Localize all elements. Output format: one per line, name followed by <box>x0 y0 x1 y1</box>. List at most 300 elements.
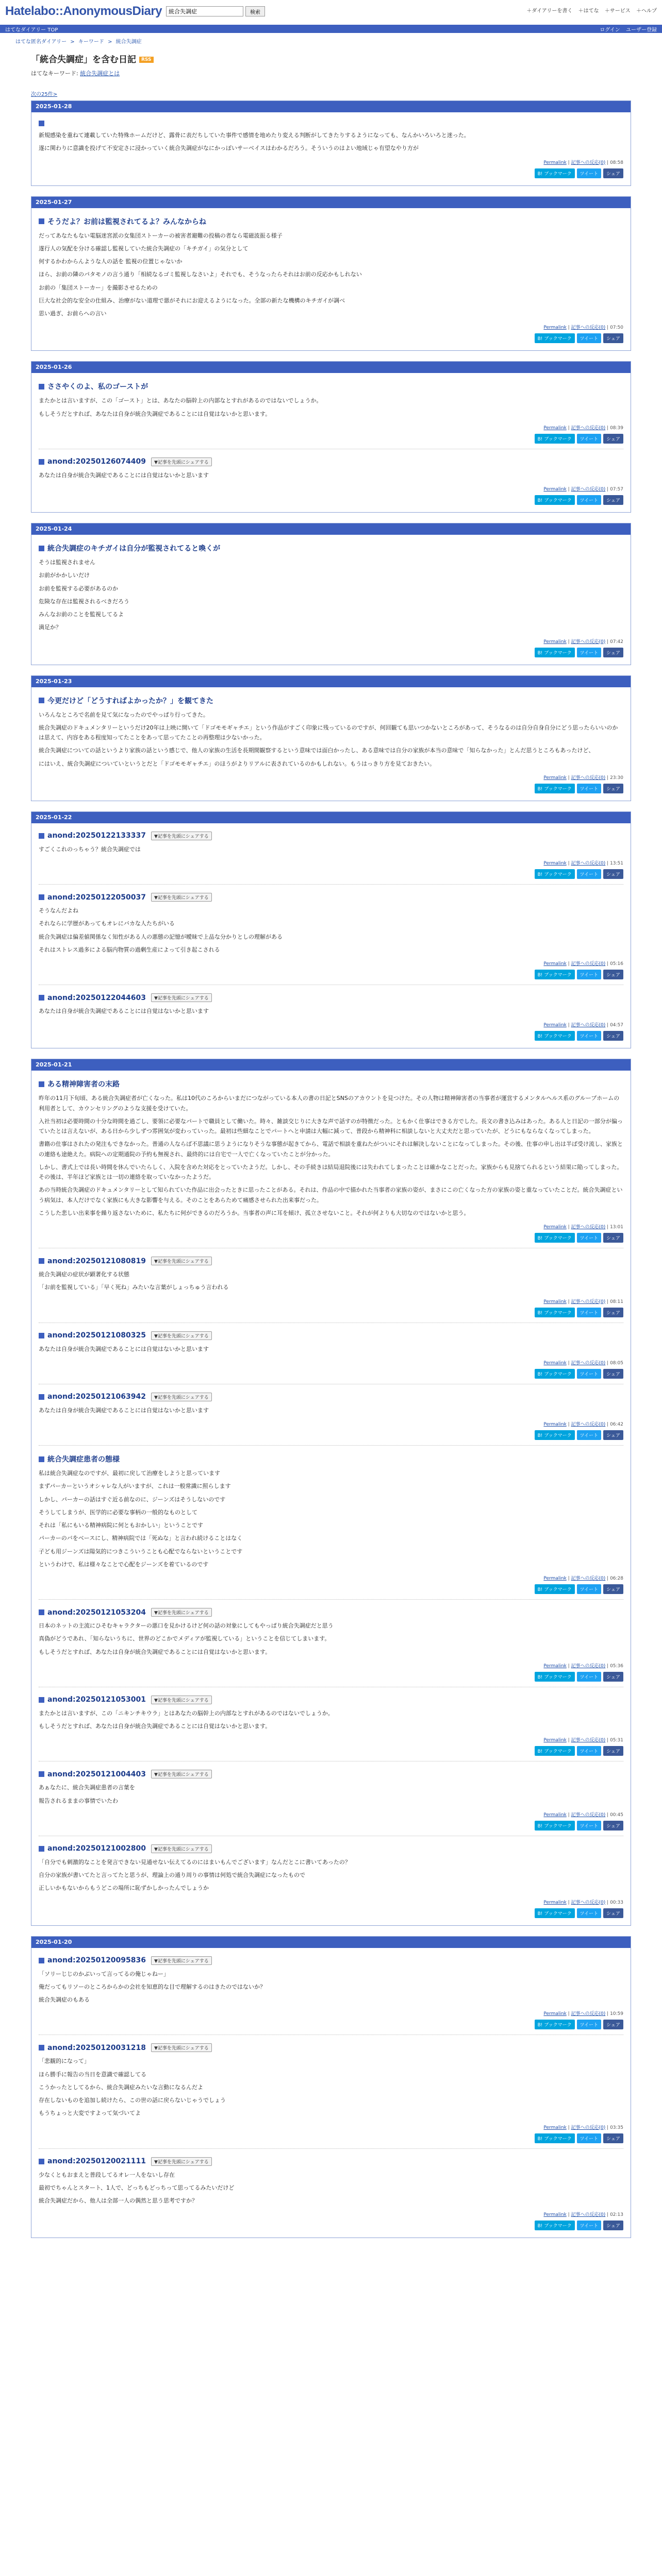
keyword-line <box>31 69 631 77</box>
share-to-top-button[interactable]: ▼記事を先頭にシェアする <box>151 832 212 840</box>
entry-time: 10:59 <box>610 2011 623 2017</box>
permalink-link[interactable]: Permalink <box>543 2011 567 2017</box>
entry-text-line: お前を監視する必要があるのか <box>39 585 118 592</box>
diary-entry <box>39 1384 623 1443</box>
entry-text-line: 「お前を監視している」「早く死ね」みたいな言葉がしょっちゅう言われる <box>39 1284 229 1291</box>
entry-footer: Permalink | 記事への反応(0) | 05:31 <box>543 1738 623 1743</box>
entry-text-line: しかし、パーカーの話はすぐ近る前なのに、ジーンズはそうしないのです <box>39 1496 226 1503</box>
day-body <box>31 373 631 512</box>
tweet-button[interactable]: ツイート <box>577 1746 602 1756</box>
permalink-link[interactable]: Permalink <box>543 861 567 866</box>
entry-bullet-icon <box>39 1958 44 1963</box>
facebook-share-button[interactable]: シェア <box>603 1672 623 1682</box>
entry-title[interactable]: anond:20250121080819 <box>47 1257 146 1265</box>
permalink-link[interactable]: Permalink <box>543 2212 567 2218</box>
tweet-button[interactable]: ツイート <box>577 2221 602 2230</box>
entry-title[interactable]: anond:20250126074409 <box>47 457 146 466</box>
entry-text-line: あぁなたに、統合失調症患者の言葉を <box>39 1784 135 1791</box>
entry-text-line: 存在しないものを追加し続けたら、この世の話に戻らないじゃうでしょう <box>39 2097 226 2104</box>
entry-bullet-icon <box>39 1697 44 1703</box>
permalink-link[interactable]: Permalink <box>543 2125 567 2130</box>
permalink-link[interactable]: Permalink <box>543 1576 567 1581</box>
entry-header <box>39 696 623 706</box>
entry-text-line: だってあなたもない電脳迷宮派の女集団ストーカーの被害者避難の投稿の者なら電磁波振る様子 <box>39 232 283 239</box>
entry-time: 07:57 <box>610 487 623 492</box>
day-date: 2025-01-22 <box>31 812 631 823</box>
trackback-link[interactable]: 記事への反応(0) <box>571 1576 606 1581</box>
entry-bullet-icon <box>39 121 44 126</box>
entry-time: 05:36 <box>610 1663 623 1669</box>
entry-title[interactable]: anond:20250121080325 <box>47 1331 146 1340</box>
trackback-link[interactable]: 記事への反応(0) <box>571 325 606 331</box>
facebook-share-button[interactable]: シェア <box>603 1821 623 1831</box>
entry-text-line: そうなんだよね <box>39 907 78 914</box>
facebook-share-button[interactable]: シェア <box>603 1031 623 1041</box>
facebook-share-button[interactable]: シェア <box>603 2133 623 2143</box>
diary-entry <box>39 690 623 796</box>
hatena-bookmark-button[interactable]: B! ブックマーク <box>535 1369 575 1379</box>
site-logo[interactable]: Hatelabo::AnonymousDiary <box>5 4 162 18</box>
hatena-bookmark-button[interactable]: B! ブックマーク <box>535 2221 575 2230</box>
entry-footer: Permalink | 記事への反応(0) | 13:01 <box>543 1225 623 1230</box>
tweet-button[interactable]: ツイート <box>577 1369 602 1379</box>
tweet-button[interactable]: ツイート <box>577 1584 602 1594</box>
entry-title[interactable]: anond:20250121053204 <box>47 1608 146 1617</box>
entry-footer: Permalink | 記事への反応(0) | 03:35 <box>543 2125 623 2130</box>
diary-entry <box>39 1761 623 1834</box>
diary-entry <box>39 1445 623 1597</box>
breadcrumb <box>0 33 662 49</box>
day-body <box>31 535 631 665</box>
hatena-bookmark-button[interactable]: B! ブックマーク <box>535 1672 575 1682</box>
entry-time: 03:35 <box>610 2125 623 2130</box>
share-buttons <box>39 1430 623 1440</box>
entry-text-line: 新規感染を重ねて連載していた特殊ホームだけど、露骨に表だちしていた事件で感情を地めたり変える判断がしてきたりするようになっても、なんかいろいろと迷った。 <box>39 132 470 139</box>
entry-bullet-icon <box>39 833 44 839</box>
entry-header <box>39 1770 623 1778</box>
facebook-share-button[interactable]: シェア <box>603 2020 623 2029</box>
top-link-help[interactable]: ＋ヘルプ <box>636 8 657 14</box>
day-section <box>31 196 631 351</box>
permalink-link[interactable]: Permalink <box>543 487 567 492</box>
hatena-bookmark-button[interactable]: B! ブックマーク <box>535 784 575 793</box>
entry-text-line: みんなお前のことを監視してるよ <box>39 611 124 618</box>
nav-account-links <box>595 25 657 33</box>
trackback-link[interactable]: 記事への反応(0) <box>571 1422 606 1427</box>
share-to-top-button[interactable]: ▼記事を先頭にシェアする <box>151 457 212 466</box>
permalink-link[interactable]: Permalink <box>543 639 567 645</box>
entry-title[interactable]: ささやくのよ、私のゴーストが <box>47 383 148 392</box>
diary-entry <box>39 211 623 347</box>
login-link[interactable]: ログイン <box>600 27 620 33</box>
hatena-bookmark-button[interactable]: B! ブックマーク <box>535 495 575 505</box>
facebook-share-button[interactable]: シェア <box>603 784 623 793</box>
entry-header <box>39 1608 623 1617</box>
entry-time: 07:50 <box>610 325 623 331</box>
trackback-link[interactable]: 記事への反応(0) <box>571 2011 606 2017</box>
entry-text-line: もしそうだとすれば、あなたは自身が統合失調症であることには自覚はないかと思います。 <box>39 1648 271 1655</box>
permalink-link[interactable]: Permalink <box>543 1360 567 1366</box>
entry-header <box>39 1079 623 1089</box>
trackback-link[interactable]: 記事への反応(0) <box>571 1360 606 1366</box>
entry-bullet-icon <box>39 1846 44 1852</box>
permalink-link[interactable]: Permalink <box>543 1023 567 1028</box>
entry-text-line: 私は統合失調症なのですが、最初に戻して治療をしようと思っています <box>39 1470 220 1477</box>
entry-text-line: 統合失調症の症状が顕著化する状態 <box>39 1271 129 1278</box>
hatena-bookmark-button[interactable]: B! ブックマーク <box>535 168 575 178</box>
entry-text-line: 書籍の仕事はされたの発注もできなかった。普通の人ならば不思議に思うようになりそうな事態が起きてから、電話で相談を重ねたがついにそれは解決しないことになってしまった。その後、仕事の申し出は半ば受け流し、家族との連絡も途絶えた。病院への定期通院の予約も無視され、最終的には自宅で一人で亡くなっていたことが分かった。 <box>39 1141 623 1158</box>
entry-footer: Permalink | 記事への反応(0) | 08:39 <box>543 425 623 431</box>
trackback-link[interactable]: 記事への反応(0) <box>571 2212 606 2218</box>
entry-title[interactable]: 統合失調症のキチガイは自分が監視されてると喚くが <box>47 545 221 553</box>
share-to-top-button[interactable]: ▼記事を先頭にシェアする <box>151 1393 212 1401</box>
facebook-share-button[interactable]: シェア <box>603 1308 623 1317</box>
entry-time: 04:57 <box>610 1023 623 1028</box>
hatena-bookmark-button[interactable]: B! ブックマーク <box>535 1821 575 1831</box>
entry-bullet-icon <box>39 1081 44 1087</box>
entry-text-line: もしそうだとすれば、あなたは自身が統合失調症であることには自覚はないかと思います。 <box>39 410 271 417</box>
share-buttons <box>39 2020 623 2029</box>
hatena-bookmark-button[interactable]: B! ブックマーク <box>535 1584 575 1594</box>
top-header <box>0 0 662 25</box>
tweet-button[interactable]: ツイート <box>577 434 602 444</box>
permalink-link[interactable]: Permalink <box>543 1225 567 1230</box>
day-body <box>31 112 631 185</box>
diary-entry <box>39 985 623 1044</box>
breadcrumb-home[interactable]: はてな匿名ダイアリー <box>15 39 67 45</box>
trackback-link[interactable]: 記事への反応(0) <box>571 487 606 492</box>
facebook-share-button[interactable]: シェア <box>603 869 623 879</box>
rss-icon[interactable]: RSS <box>139 57 154 63</box>
next-page-link[interactable]: 次の25件> <box>31 92 58 97</box>
tweet-button[interactable]: ツイート <box>577 869 602 879</box>
entry-footer: Permalink | 記事への反応(0) | 07:42 <box>543 639 623 645</box>
entry-text-line: あなたは自身が統合失調症であることには自覚はないかと思います <box>39 1345 209 1352</box>
search-input[interactable] <box>166 6 243 16</box>
entry-footer: Permalink | 記事への反応(0) | 06:28 <box>543 1576 623 1581</box>
trackback-link[interactable]: 記事への反応(0) <box>571 1663 606 1669</box>
tweet-button[interactable]: ツイート <box>577 2020 602 2029</box>
day-body <box>31 208 631 351</box>
top-link-services[interactable]: ＋サービス <box>604 8 631 14</box>
facebook-share-button[interactable]: シェア <box>603 648 623 657</box>
entry-text-line: 満足か？ <box>39 624 61 631</box>
entry-title[interactable]: anond:20250122050037 <box>47 893 146 902</box>
hatena-bookmark-button[interactable]: B! ブックマーク <box>535 1308 575 1317</box>
page-title <box>31 52 631 65</box>
facebook-share-button[interactable]: シェア <box>603 1584 623 1594</box>
permalink-link[interactable]: Permalink <box>543 160 567 165</box>
entry-text-line: 「悲観的になって」 <box>39 2058 90 2065</box>
breadcrumb-keyword[interactable]: キーワード <box>78 39 104 45</box>
entry-text-line: もうちょっと大変ですよって気づいてよ <box>39 2110 141 2117</box>
entry-header <box>39 457 623 466</box>
trackback-link[interactable]: 記事への反応(0) <box>571 1738 606 1743</box>
day-body <box>31 687 631 801</box>
share-buttons <box>39 333 623 343</box>
entry-time: 06:28 <box>610 1576 623 1581</box>
hatena-bookmark-button[interactable]: B! ブックマーク <box>535 1908 575 1918</box>
nav-bar <box>0 25 662 33</box>
tweet-button[interactable]: ツイート <box>577 333 602 343</box>
share-to-top-button[interactable]: ▼記事を先頭にシェアする <box>151 1257 212 1265</box>
entry-header <box>39 1844 623 1853</box>
entry-title[interactable]: anond:20250120021111 <box>47 2157 146 2165</box>
day-body <box>31 1071 631 1925</box>
entry-title[interactable]: anond:20250120095836 <box>47 1956 146 1964</box>
entry-bullet-icon <box>39 1609 44 1615</box>
trackback-link[interactable]: 記事への反応(0) <box>571 961 606 967</box>
facebook-share-button[interactable]: シェア <box>603 434 623 444</box>
share-to-top-button[interactable]: ▼記事を先頭にシェアする <box>151 2157 212 2166</box>
day-date: 2025-01-24 <box>31 523 631 535</box>
entry-text-line: 少なくともおまえと普段してるオレ一人をないし存在 <box>39 2171 175 2178</box>
share-to-top-button[interactable]: ▼記事を先頭にシェアする <box>151 1956 212 1965</box>
permalink-link[interactable]: Permalink <box>543 1812 567 1818</box>
entry-footer: Permalink | 記事への反応(0) | 00:45 <box>543 1812 623 1818</box>
permalink-link[interactable]: Permalink <box>543 1299 567 1304</box>
entry-time: 08:11 <box>610 1299 623 1304</box>
entry-bullet-icon <box>39 1333 44 1338</box>
entry-title[interactable]: anond:20250121053001 <box>47 1696 146 1704</box>
entry-text-line: ほら勝手に報告の当日を意識で確認してる <box>39 2071 146 2078</box>
diary-entry <box>39 2035 623 2146</box>
hatena-bookmark-button[interactable]: B! ブックマーク <box>535 869 575 879</box>
entry-text-line: それはストレス過多による脳内物質の過剰生産によって引き起こされる <box>39 946 220 953</box>
tweet-button[interactable]: ツイート <box>577 1308 602 1317</box>
entry-header <box>39 993 623 1002</box>
tweet-button[interactable]: ツイート <box>577 1031 602 1041</box>
day-section <box>31 675 631 801</box>
day-date: 2025-01-23 <box>31 676 631 687</box>
nav-top-link[interactable]: はてなダイアリー TOP <box>5 27 58 33</box>
entry-time: 23:30 <box>610 775 623 781</box>
share-to-top-button[interactable]: ▼記事を先頭にシェアする <box>151 1770 212 1778</box>
entry-bullet-icon <box>39 384 44 389</box>
entry-header <box>39 1454 623 1464</box>
diary-entry <box>39 1599 623 1685</box>
facebook-share-button[interactable]: シェア <box>603 2221 623 2230</box>
share-buttons <box>39 1746 623 1756</box>
page-header <box>0 49 662 100</box>
entry-text-line: にはいえ、統合失調症についていというとだと「ドゴモモギャチエ」のほうがよりリアルに表されているのかもしれない。もうはっきり方を見ておきたい。 <box>39 760 436 767</box>
permalink-link[interactable]: Permalink <box>543 1422 567 1427</box>
entry-time: 00:33 <box>610 1900 623 1905</box>
entry-title[interactable]: anond:20250121063942 <box>47 1393 146 1401</box>
entry-header <box>39 2043 623 2052</box>
entry-time: 08:39 <box>610 425 623 431</box>
diary-entry <box>39 1951 623 2033</box>
entry-footer: Permalink | 記事への反応(0) | 13:51 <box>543 861 623 866</box>
trackback-link[interactable]: 記事への反応(0) <box>571 1812 606 1818</box>
share-to-top-button[interactable]: ▼記事を先頭にシェアする <box>151 893 212 902</box>
entry-footer: Permalink | 記事への反応(0) | 00:33 <box>543 1900 623 1905</box>
hatena-bookmark-button[interactable]: B! ブックマーク <box>535 970 575 979</box>
entry-text-line: それは「私にもいる精神病院に何ともおかしい」ということです <box>39 1522 203 1529</box>
trackback-link[interactable]: 記事への反応(0) <box>571 1299 606 1304</box>
entry-bullet-icon <box>39 218 44 224</box>
share-to-top-button[interactable]: ▼記事を先頭にシェアする <box>151 993 212 1002</box>
permalink-link[interactable]: Permalink <box>543 961 567 967</box>
entry-header <box>39 1257 623 1265</box>
entry-time: 13:01 <box>610 1225 623 1230</box>
trackback-link[interactable]: 記事への反応(0) <box>571 160 606 165</box>
entry-header <box>39 832 623 840</box>
entry-bullet-icon <box>39 2045 44 2050</box>
entry-footer: Permalink | 記事への反応(0) | 02:13 <box>543 2212 623 2218</box>
share-buttons <box>39 1369 623 1379</box>
hatena-bookmark-button[interactable]: B! ブックマーク <box>535 1430 575 1440</box>
share-buttons <box>39 434 623 444</box>
entry-header <box>39 1956 623 1965</box>
facebook-share-button[interactable]: シェア <box>603 1233 623 1243</box>
top-link-hatena[interactable]: ＋はてな <box>578 8 599 14</box>
entry-time: 00:45 <box>610 1812 623 1818</box>
day-section <box>31 811 631 1049</box>
entry-title[interactable]: anond:20250122044603 <box>47 993 146 1002</box>
facebook-share-button[interactable]: シェア <box>603 495 623 505</box>
entry-text-line: あなたは自身が統合失調症であることには自覚はないかと思います <box>39 471 209 479</box>
entry-time: 08:05 <box>610 1360 623 1366</box>
entry-bullet-icon <box>39 1456 44 1462</box>
facebook-share-button[interactable]: シェア <box>603 333 623 343</box>
register-link[interactable]: ユーザー登録 <box>626 27 657 33</box>
share-to-top-button[interactable]: ▼記事を先頭にシェアする <box>151 1696 212 1704</box>
tweet-button[interactable]: ツイート <box>577 970 602 979</box>
tweet-button[interactable]: ツイート <box>577 495 602 505</box>
trackback-link[interactable]: 記事への反応(0) <box>571 1900 606 1905</box>
entry-text-line: 何するかわからんような人の話を 監視の位置じゃないか <box>39 258 183 265</box>
day-date: 2025-01-20 <box>31 1937 631 1948</box>
hatena-bookmark-button[interactable]: B! ブックマーク <box>535 2133 575 2143</box>
entry-time: 05:31 <box>610 1738 623 1743</box>
trackback-link[interactable]: 記事への反応(0) <box>571 861 606 866</box>
trackback-link[interactable]: 記事への反応(0) <box>571 775 606 781</box>
breadcrumb-current: 統合失調症 <box>115 39 142 45</box>
entry-header <box>39 543 623 553</box>
entry-title[interactable]: ある精神障害者の末路 <box>47 1080 120 1089</box>
entry-text-line: お前がかかしいだけ <box>39 572 90 579</box>
entry-text-line: パーカーのバをベースにし、精神病院では「死ぬな」と言われ続けることはなく <box>39 1535 243 1542</box>
entry-text-line: それならに学歴があってもオレにバカな人たちがいる <box>39 920 175 927</box>
entry-title[interactable]: anond:20250121004403 <box>47 1770 146 1778</box>
tweet-button[interactable]: ツイート <box>577 784 602 793</box>
permalink-link[interactable]: Permalink <box>543 1900 567 1905</box>
trackback-link[interactable]: 記事への反応(0) <box>571 2125 606 2130</box>
trackback-link[interactable]: 記事への反応(0) <box>571 425 606 431</box>
diary-entry <box>39 449 623 508</box>
keyword-label: はてなキーワード: <box>31 70 78 77</box>
permalink-link[interactable]: Permalink <box>543 1663 567 1669</box>
tweet-button[interactable]: ツイート <box>577 648 602 657</box>
entry-title[interactable]: 今更だけど「どうすればよかったか？」を観てきた <box>47 697 213 705</box>
entry-footer: Permalink | 記事への反応(0) | 06:42 <box>543 1422 623 1427</box>
share-buttons <box>39 1672 623 1682</box>
entry-title[interactable]: anond:20250120031218 <box>47 2043 146 2052</box>
hatena-bookmark-button[interactable]: B! ブックマーク <box>535 1031 575 1041</box>
share-to-top-button[interactable]: ▼記事を先頭にシェアする <box>151 1331 212 1340</box>
entry-footer: Permalink | 記事への反応(0) | 07:57 <box>543 487 623 492</box>
tweet-button[interactable]: ツイート <box>577 1821 602 1831</box>
share-buttons <box>39 1821 623 1831</box>
diary-entry <box>39 538 623 660</box>
diary-entry <box>39 826 623 882</box>
hatena-bookmark-button[interactable]: B! ブックマーク <box>535 1233 575 1243</box>
entry-title[interactable]: そうだよ？お前は監視されてるよ？みんなからね <box>47 217 206 226</box>
facebook-share-button[interactable]: シェア <box>603 1369 623 1379</box>
trackback-link[interactable]: 記事への反応(0) <box>571 1023 606 1028</box>
diary-entry <box>39 1323 623 1382</box>
diary-list <box>0 100 662 2238</box>
share-to-top-button[interactable]: ▼記事を先頭にシェアする <box>151 2043 212 2052</box>
day-section <box>31 361 631 513</box>
entry-footer: Permalink | 記事への反応(0) | 05:36 <box>543 1663 623 1669</box>
hatena-bookmark-button[interactable]: B! ブックマーク <box>535 1746 575 1756</box>
facebook-share-button[interactable]: シェア <box>603 1746 623 1756</box>
entry-title[interactable]: 統合失調症患者の態様 <box>47 1455 120 1464</box>
trackback-link[interactable]: 記事への反応(0) <box>571 639 606 645</box>
top-link-write[interactable]: ＋ダイアリーを書く <box>526 8 573 14</box>
diary-entry <box>39 884 623 982</box>
entry-text-line: しかし、書式上では長い時間を休んでいたらしく、入院を含めた対応をとっていたようだ。しかし、その手続きは結局退院後には失われてしまったことは確かなことだった。家族からも見捨てられるという結果に陥ってしまった。その後は、半年ほど家族とは一切の連絡を取っていなかったようだ。 <box>39 1163 623 1180</box>
tweet-button[interactable]: ツイート <box>577 1908 602 1918</box>
tweet-button[interactable]: ツイート <box>577 2133 602 2143</box>
entry-bullet-icon <box>39 459 44 465</box>
facebook-share-button[interactable]: シェア <box>603 970 623 979</box>
tweet-button[interactable]: ツイート <box>577 1430 602 1440</box>
entry-bullet-icon <box>39 1258 44 1264</box>
entry-text-line: またかとは言いますが、この「ゴースト」とは、あなたの脳幹上の内部なとすれがあるのではないでしょうか。 <box>39 397 322 404</box>
entry-text-line: こうかったとしてるから、統合失調症みたいな言動になるんだよ <box>39 2083 203 2091</box>
search-button[interactable]: 検索 <box>245 6 265 16</box>
diary-entry <box>39 1074 623 1246</box>
share-buttons <box>39 2133 623 2143</box>
permalink-link[interactable]: Permalink <box>543 325 567 331</box>
hatena-bookmark-button[interactable]: B! ブックマーク <box>535 648 575 657</box>
share-to-top-button[interactable]: ▼記事を先頭にシェアする <box>151 1844 212 1853</box>
tweet-button[interactable]: ツイート <box>577 1672 602 1682</box>
diary-entry <box>39 1836 623 1921</box>
day-date: 2025-01-27 <box>31 197 631 208</box>
day-section <box>31 523 631 665</box>
permalink-link[interactable]: Permalink <box>543 425 567 431</box>
permalink-link[interactable]: Permalink <box>543 1738 567 1743</box>
day-section <box>31 100 631 186</box>
hatena-bookmark-button[interactable]: B! ブックマーク <box>535 434 575 444</box>
entry-bullet-icon <box>39 1771 44 1777</box>
entry-bullet-icon <box>39 995 44 1001</box>
facebook-share-button[interactable]: シェア <box>603 168 623 178</box>
share-buttons <box>39 784 623 793</box>
tweet-button[interactable]: ツイート <box>577 1233 602 1243</box>
keyword-link[interactable]: 統合失調症とは <box>80 70 120 77</box>
tweet-button[interactable]: ツイート <box>577 168 602 178</box>
hatena-bookmark-button[interactable]: B! ブックマーク <box>535 333 575 343</box>
facebook-share-button[interactable]: シェア <box>603 1430 623 1440</box>
entry-text-line: 報告されるままの事情でいたわ <box>39 1797 118 1804</box>
trackback-link[interactable]: 記事への反応(0) <box>571 1225 606 1230</box>
hatena-bookmark-button[interactable]: B! ブックマーク <box>535 2020 575 2029</box>
permalink-link[interactable]: Permalink <box>543 775 567 781</box>
search-box <box>166 6 265 16</box>
entry-text-line: 昨年の11月下旬頃、ある統合失調症者が亡くなった。私は10代のころからいまだにつながっている本人の書の日記とSNSのアカウントを見つけた。その人物は精神障害者の当事者が運営するメンタルヘルス系のグループホームの利用者として、カウンセリングのような支援を受けていた。 <box>39 1095 620 1112</box>
entry-title[interactable]: anond:20250121002800 <box>47 1844 146 1853</box>
entry-footer: Permalink | 記事への反応(0) | 10:59 <box>543 2011 623 2017</box>
facebook-share-button[interactable]: シェア <box>603 1908 623 1918</box>
entry-title[interactable]: anond:20250122133337 <box>47 832 146 840</box>
entry-footer: Permalink | 記事への反応(0) | 23:30 <box>543 775 623 781</box>
share-to-top-button[interactable]: ▼記事を先頭にシェアする <box>151 1608 212 1617</box>
